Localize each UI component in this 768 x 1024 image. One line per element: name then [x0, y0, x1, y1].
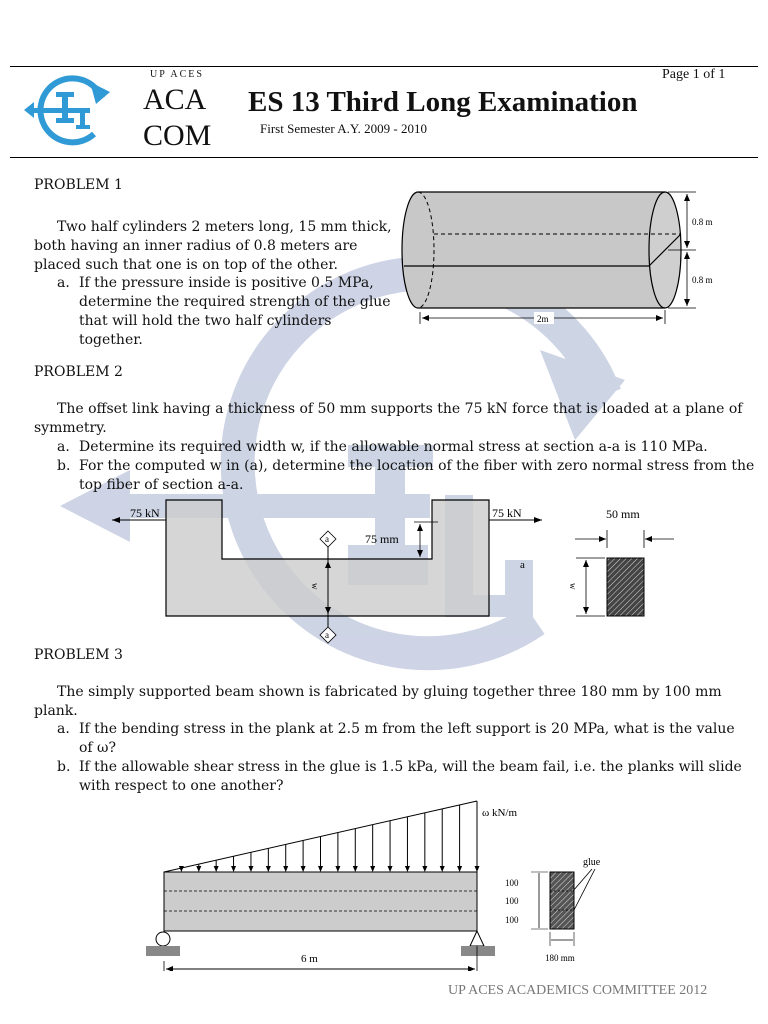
problem2-item-b-line1: For the computed w in (a), determine the location of the fiber with zero normal stress from the: [79, 458, 755, 474]
header-top-rule: [10, 66, 758, 67]
problem2-heading: PROBLEM 2: [34, 364, 123, 380]
link-side-label: a: [520, 559, 525, 571]
problem2-item-b-line2: top fiber of section a-a.: [79, 477, 244, 493]
plank-height-1: 100: [505, 878, 519, 888]
offset-dim-label: 75 mm: [365, 532, 399, 546]
problem1-item-a-line4: together.: [79, 332, 143, 348]
problem2-item-b-marker: b.: [57, 458, 71, 474]
load-arrow-head: [214, 866, 219, 872]
problem1-text-line1: Two half cylinders 2 meters long, 15 mm thick,: [57, 219, 392, 235]
problem1-cylinder-figure: [400, 186, 730, 326]
problem1-item-a-marker: a.: [57, 275, 70, 291]
load-arrow-head: [196, 866, 201, 872]
problem1-text-line2: both having an inner radius of 0.8 meters are: [34, 238, 358, 254]
thickness-label: 50 mm: [606, 507, 640, 521]
logo-text-com: COM: [143, 119, 212, 152]
problem1-item-a-line2: determine the required strength of the glue: [79, 294, 391, 310]
problem2-text-line2: symmetry.: [34, 420, 107, 436]
org-small-label: UP ACES: [150, 69, 204, 80]
section-width-180: 180 mm: [545, 953, 575, 963]
link-width-label: w: [310, 583, 320, 590]
problem3-heading: PROBLEM 3: [34, 647, 123, 663]
cyl-dim-top: 0.8 m: [692, 217, 713, 227]
problem1-item-a-line3: that will hold the two half cylinders: [79, 313, 332, 329]
load-arrow-head: [266, 866, 271, 872]
footer-text: UP ACES ACADEMICS COMMITTEE 2012: [448, 983, 708, 998]
problem1-text-line3: placed such that one is on top of the other.: [34, 257, 338, 273]
load-label: ω kN/m: [482, 807, 518, 819]
span-label: 6 m: [301, 953, 318, 965]
problem2-item-a: Determine its required width w, if the allowable normal stress at section a-a is 110 MPa.: [79, 439, 708, 455]
distributed-load-arrows: [179, 801, 480, 872]
problem2-link-figure: [100, 496, 700, 646]
load-arrow-head: [457, 866, 462, 872]
problem2-item-a-marker: a.: [57, 439, 70, 455]
exam-title: ES 13 Third Long Examination: [248, 86, 638, 118]
problem3-item-a-marker: a.: [57, 721, 70, 737]
section-a-bottom-label: a: [325, 630, 329, 640]
cyl-dim-bottom: 0.8 m: [692, 275, 713, 285]
problem3-item-a-line2: of ω?: [79, 740, 116, 756]
plank-height-3: 100: [505, 915, 519, 925]
exam-subtitle: First Semester A.Y. 2009 - 2010: [260, 121, 427, 136]
load-arrow-head: [353, 866, 358, 872]
problem1-item-a-line1: If the pressure inside is positive 0.5 MPa,: [79, 275, 374, 291]
load-arrow-head: [283, 866, 288, 872]
section-a-top-label: a: [325, 534, 329, 544]
problem3-item-b-marker: b.: [57, 759, 71, 775]
page-number: Page 1 of 1: [662, 67, 726, 82]
problem2-text-line1: The offset link having a thickness of 50 mm supports the 75 kN force that is loaded at a plane of: [57, 401, 743, 417]
problem3-text-line2: plank.: [34, 703, 78, 719]
load-arrow-head: [301, 866, 306, 872]
glue-label: glue: [583, 857, 601, 868]
problem3-item-a-line1: If the bending stress in the plank at 2.5 m from the left support is 20 MPa, what is the value: [79, 721, 735, 737]
load-arrow-head: [248, 866, 253, 872]
load-arrow-head: [422, 866, 427, 872]
force-left-label: 75 kN: [130, 506, 160, 520]
problem3-beam-figure: [140, 796, 620, 971]
load-arrow-head: [370, 866, 375, 872]
load-arrow-head: [179, 866, 184, 872]
problem3-item-b-line2: with respect to one another?: [79, 778, 284, 794]
load-arrow-head: [231, 866, 236, 872]
logo-text-aca: ACA: [143, 83, 207, 116]
problem3-item-b-line1: If the allowable shear stress in the glue is 1.5 kPa, will the beam fail, i.e. the planks will slide: [79, 759, 742, 775]
header-bottom-rule: [10, 157, 758, 158]
problem1-heading: PROBLEM 1: [34, 177, 123, 193]
plank-height-2: 100: [505, 896, 519, 906]
load-arrow-head: [475, 866, 480, 872]
load-arrow-head: [440, 866, 445, 872]
cyl-dim-length: 2m: [537, 314, 549, 324]
force-right-label: 75 kN: [492, 506, 522, 520]
problem3-text-line1: The simply supported beam shown is fabricated by gluing together three 180 mm by 100 mm: [57, 684, 722, 700]
load-arrow-head: [318, 866, 323, 872]
load-arrow-head: [335, 866, 340, 872]
load-arrow-head: [388, 866, 393, 872]
load-arrow-head: [405, 866, 410, 872]
aces-logo-icon: [24, 70, 118, 150]
section-width-label: w: [568, 583, 578, 590]
